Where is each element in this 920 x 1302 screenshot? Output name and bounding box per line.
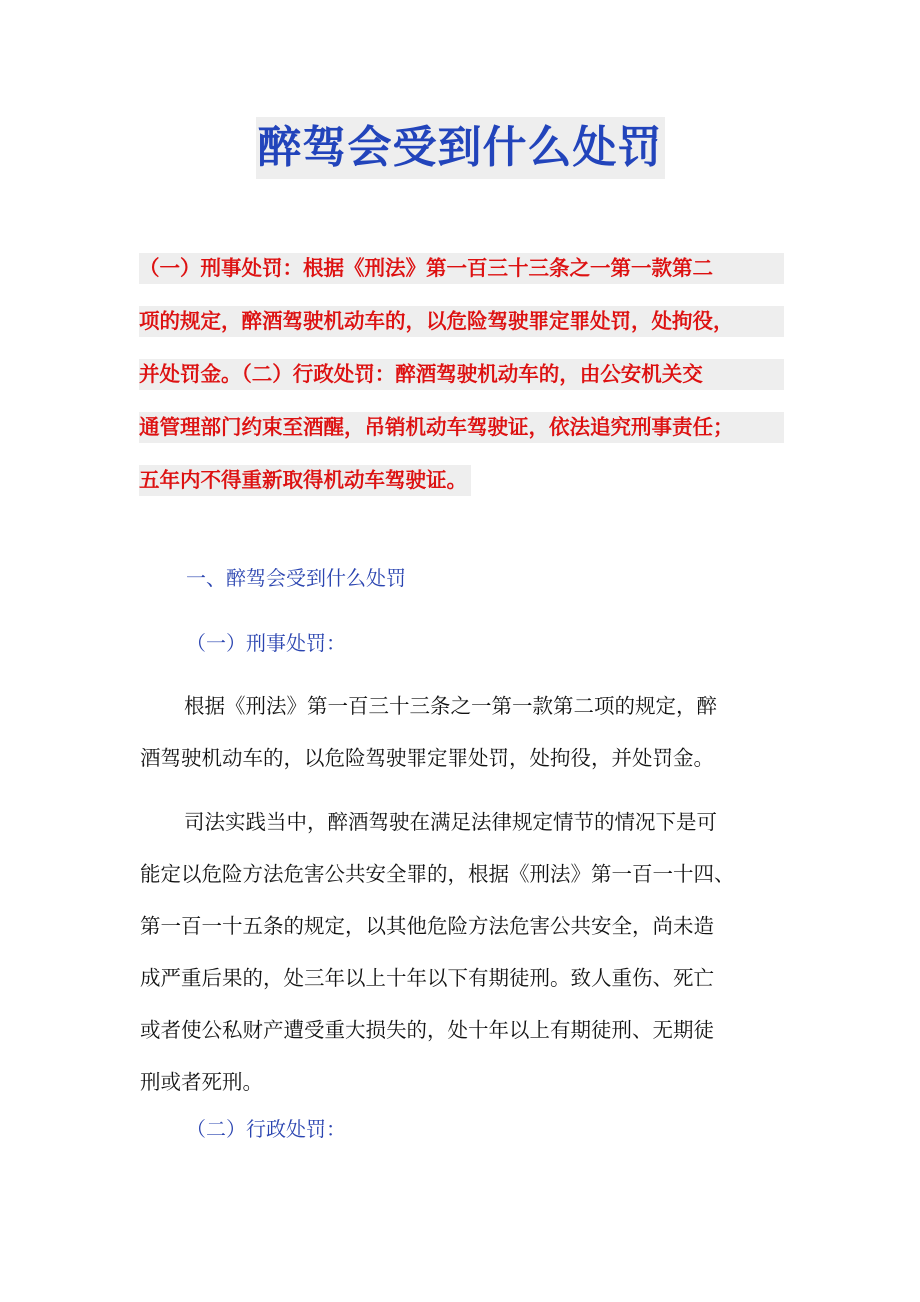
paragraph-line: 成严重后果的，处三年以上十年以下有期徒刑。致人重伤、死亡: [140, 966, 714, 990]
document-title: 醉驾会受到什么处罚: [256, 117, 665, 179]
paragraph-line: 或者使公私财产遭受重大损失的，处十年以上有期徒刑、无期徒: [140, 1018, 714, 1042]
paragraph-judicial-practice: [140, 796, 785, 1108]
paragraph-line: 第一百一十五条的规定，以其他危险方法危害公共安全，尚未造: [140, 914, 714, 938]
summary-line: 并处罚金。（二）行政处罚：醉酒驾驶机动车的，由公安机关交: [139, 359, 784, 390]
section-heading: 一、醉驾会受到什么处罚: [186, 566, 406, 590]
subsection-heading-administrative: （二）行政处罚：: [186, 1117, 346, 1141]
summary-line: （一）刑事处罚：根据《刑法》第一百三十三条之一第一款第二: [139, 253, 784, 284]
summary-line: 项的规定，醉酒驾驶机动车的，以危险驾驶罪定罪处罚，处拘役，: [139, 306, 784, 337]
title-container: [0, 117, 920, 179]
paragraph-line: 司法实践当中，醉酒驾驶在满足法律规定情节的情况下是可: [184, 810, 717, 834]
summary-line: 通管理部门约束至酒醒，吊销机动车驾驶证，依法追究刑事责任；: [139, 412, 784, 443]
paragraph-line: 刑或者死刑。: [140, 1070, 263, 1094]
paragraph-line: 能定以危险方法危害公共安全罪的，根据《刑法》第一百一十四、: [140, 862, 735, 886]
paragraph-line: 根据《刑法》第一百三十三条之一第一款第二项的规定，醉: [184, 694, 717, 718]
paragraph-criminal-penalty: [140, 680, 785, 784]
paragraph-line: 酒驾驶机动车的，以危险驾驶罪定罪处罚，处拘役，并处罚金。: [140, 746, 714, 770]
summary-line: 五年内不得重新取得机动车驾驶证。: [139, 465, 471, 496]
summary-block: [139, 253, 784, 523]
subsection-heading-criminal: （一）刑事处罚：: [186, 631, 346, 655]
